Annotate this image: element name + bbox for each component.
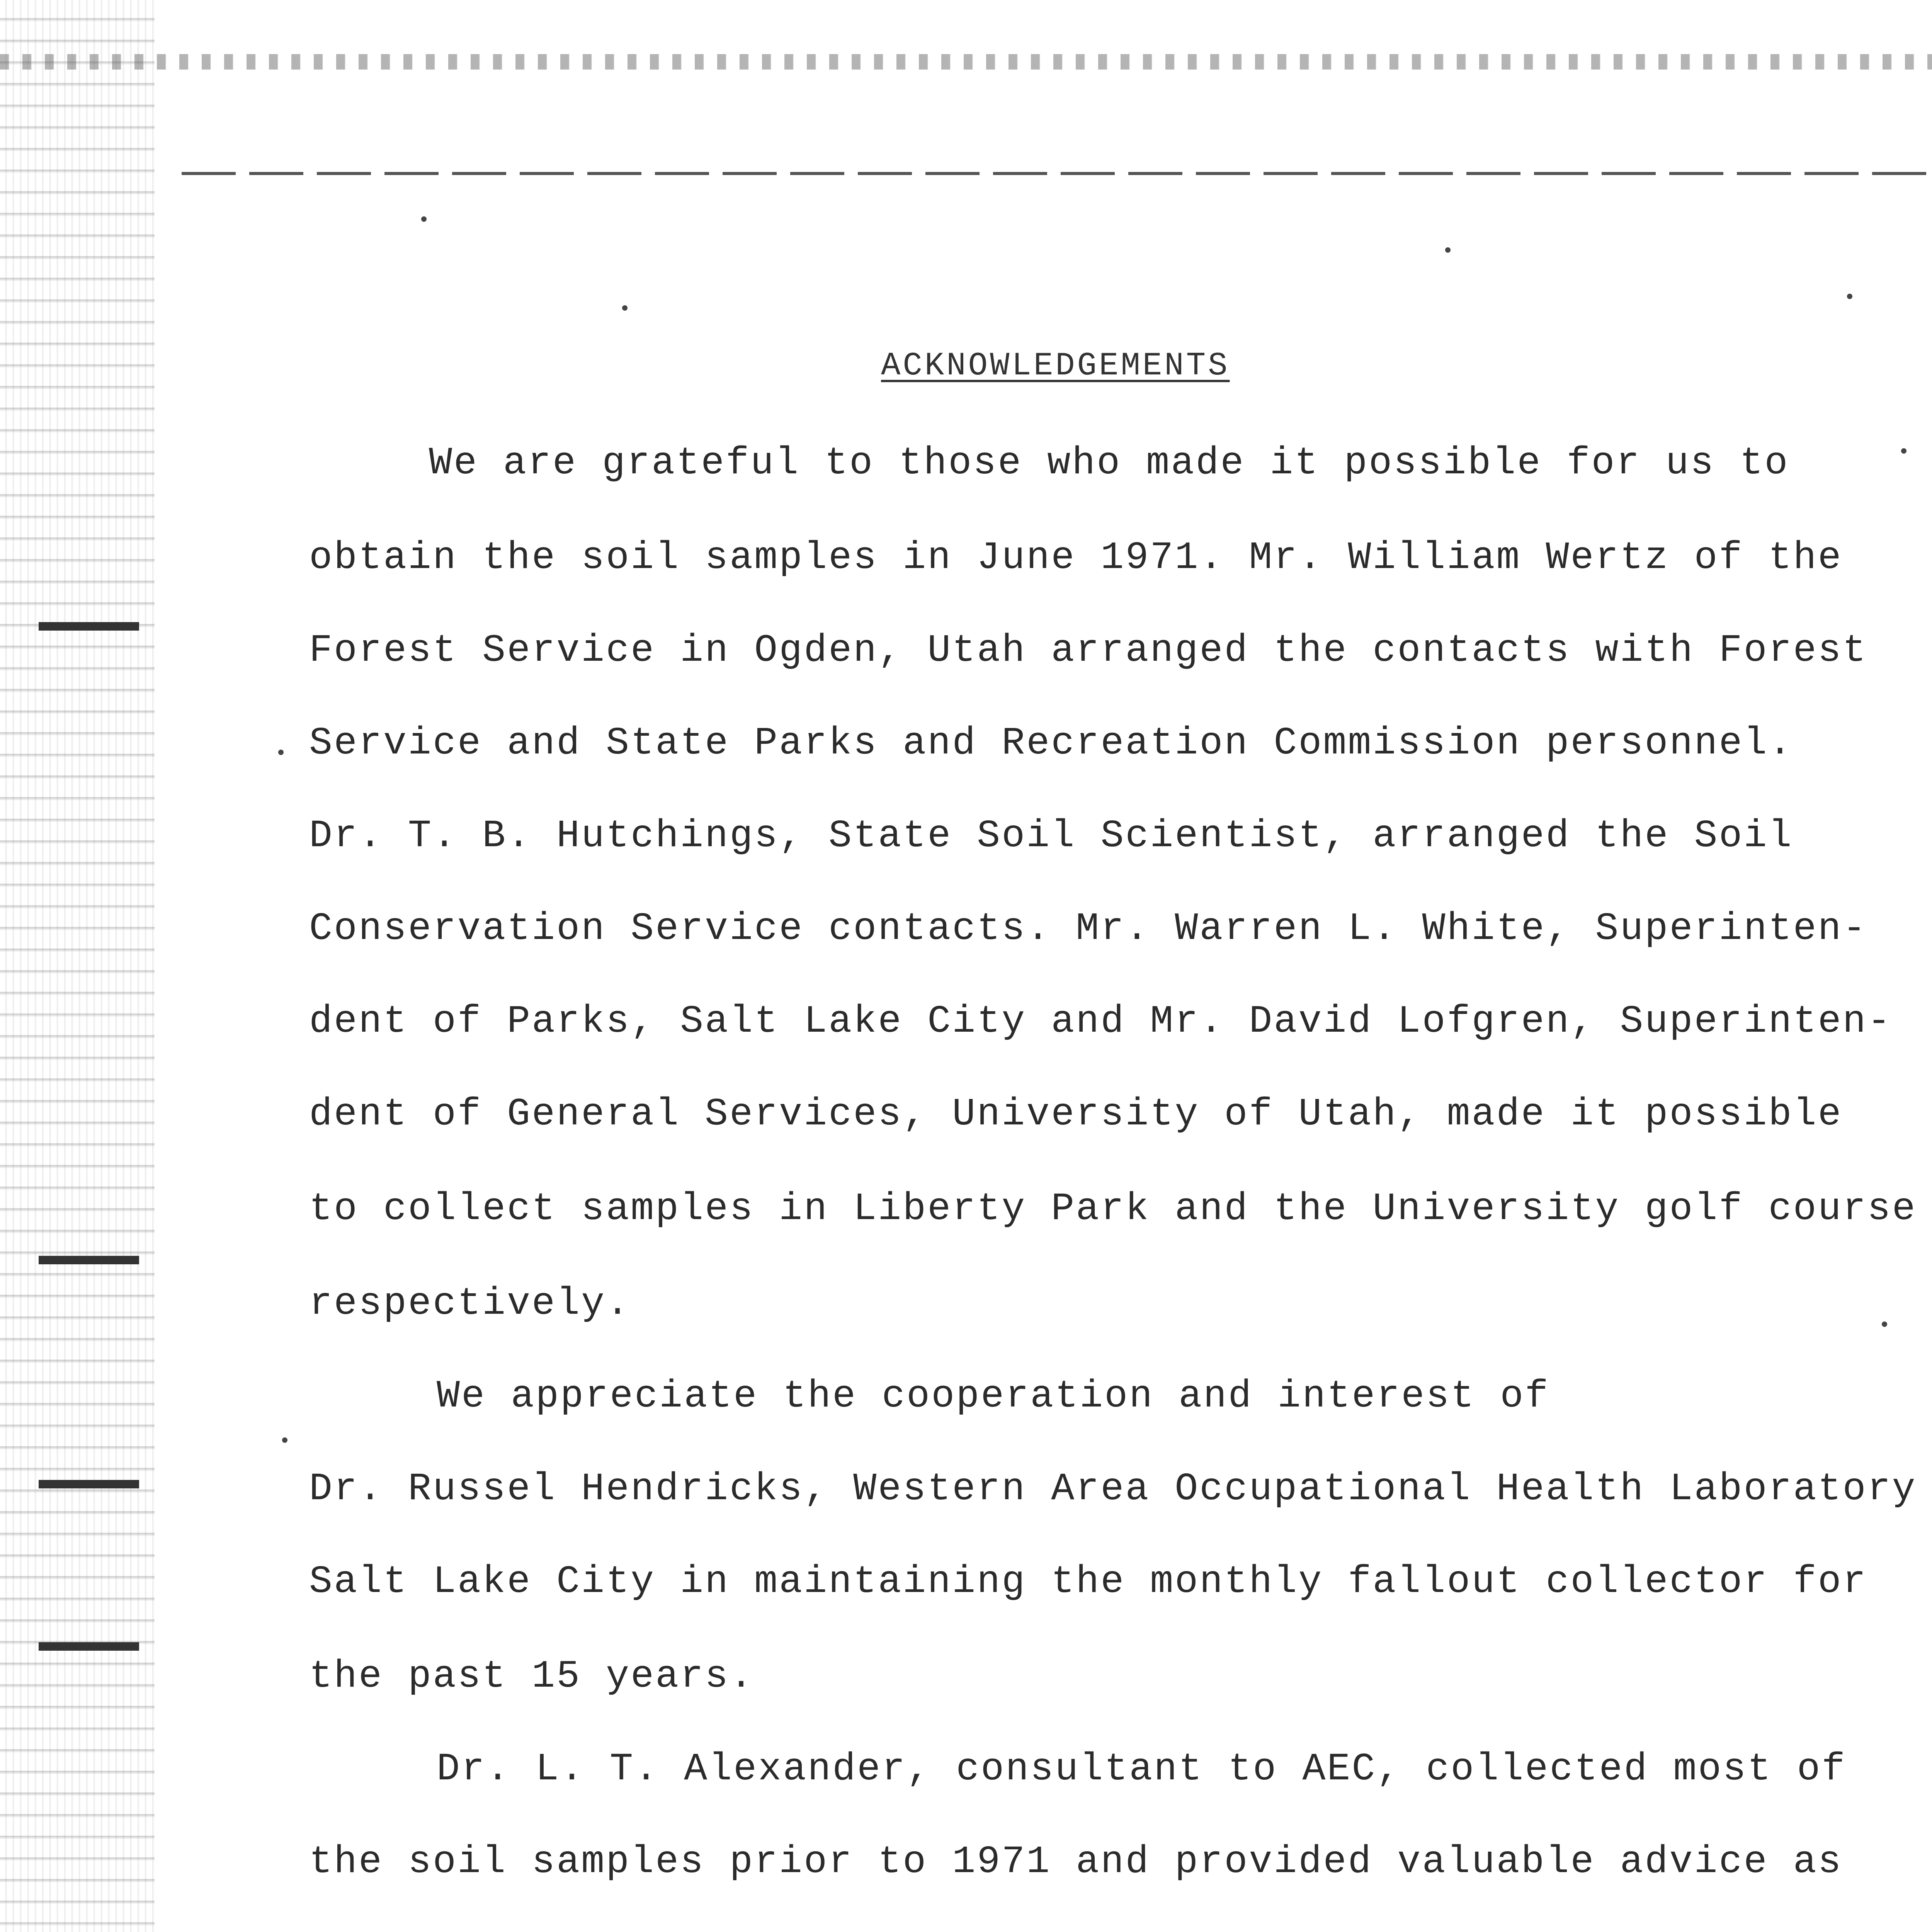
scan-speck [622, 305, 628, 311]
scan-speck [278, 750, 284, 755]
scan-top-edge [0, 54, 1932, 70]
text-line: respectively. [309, 1282, 631, 1326]
scan-speck [282, 1437, 287, 1443]
text-line: obtain the soil samples in June 1971. Mr. William Wertz of the [309, 536, 1843, 580]
text-line: Forest Service in Ogden, Utah arranged the contacts with Forest [309, 629, 1867, 673]
text-line: Dr. L. T. Alexander, consultant to AEC, collected most of [437, 1748, 1847, 1791]
binding-mark [39, 622, 139, 631]
binding-mark [39, 1256, 139, 1264]
text-line: the past 15 years. [309, 1655, 755, 1699]
binding-mark [39, 1642, 139, 1651]
scan-speck [1847, 294, 1852, 299]
header-rule [182, 172, 1928, 175]
text-line: dent of General Services, University of Utah, made it possible [309, 1093, 1843, 1136]
text-line: dent of Parks, Salt Lake City and Mr. David Lofgren, Superinten- [309, 1000, 1892, 1044]
scan-speck [421, 216, 427, 222]
text-line: Conservation Service contacts. Mr. Warren L. White, Superinten- [309, 907, 1867, 951]
binding-mark [39, 1480, 139, 1488]
text-line: We appreciate the cooperation and interest of [437, 1375, 1550, 1418]
page-title: ACKNOWLEDGEMENTS [881, 348, 1230, 384]
text-line: to collect samples in Liberty Park and the University golf course [309, 1187, 1917, 1231]
scan-speck [1901, 448, 1906, 454]
text-line: Dr. T. B. Hutchings, State Soil Scientist, arranged the Soil [309, 815, 1793, 858]
scan-speck [1882, 1321, 1887, 1327]
text-line: We are grateful to those who made it possible for us to [429, 442, 1789, 485]
scan-speck [1445, 247, 1451, 253]
text-line: the soil samples prior to 1971 and provided valuable advice as [309, 1840, 1843, 1884]
text-line: Service and State Parks and Recreation Commission personnel. [309, 722, 1793, 765]
text-line: Dr. Russel Hendricks, Western Area Occupational Health Laboratory [309, 1468, 1917, 1511]
text-line: Salt Lake City in maintaining the monthly fallout collector for [309, 1560, 1867, 1604]
